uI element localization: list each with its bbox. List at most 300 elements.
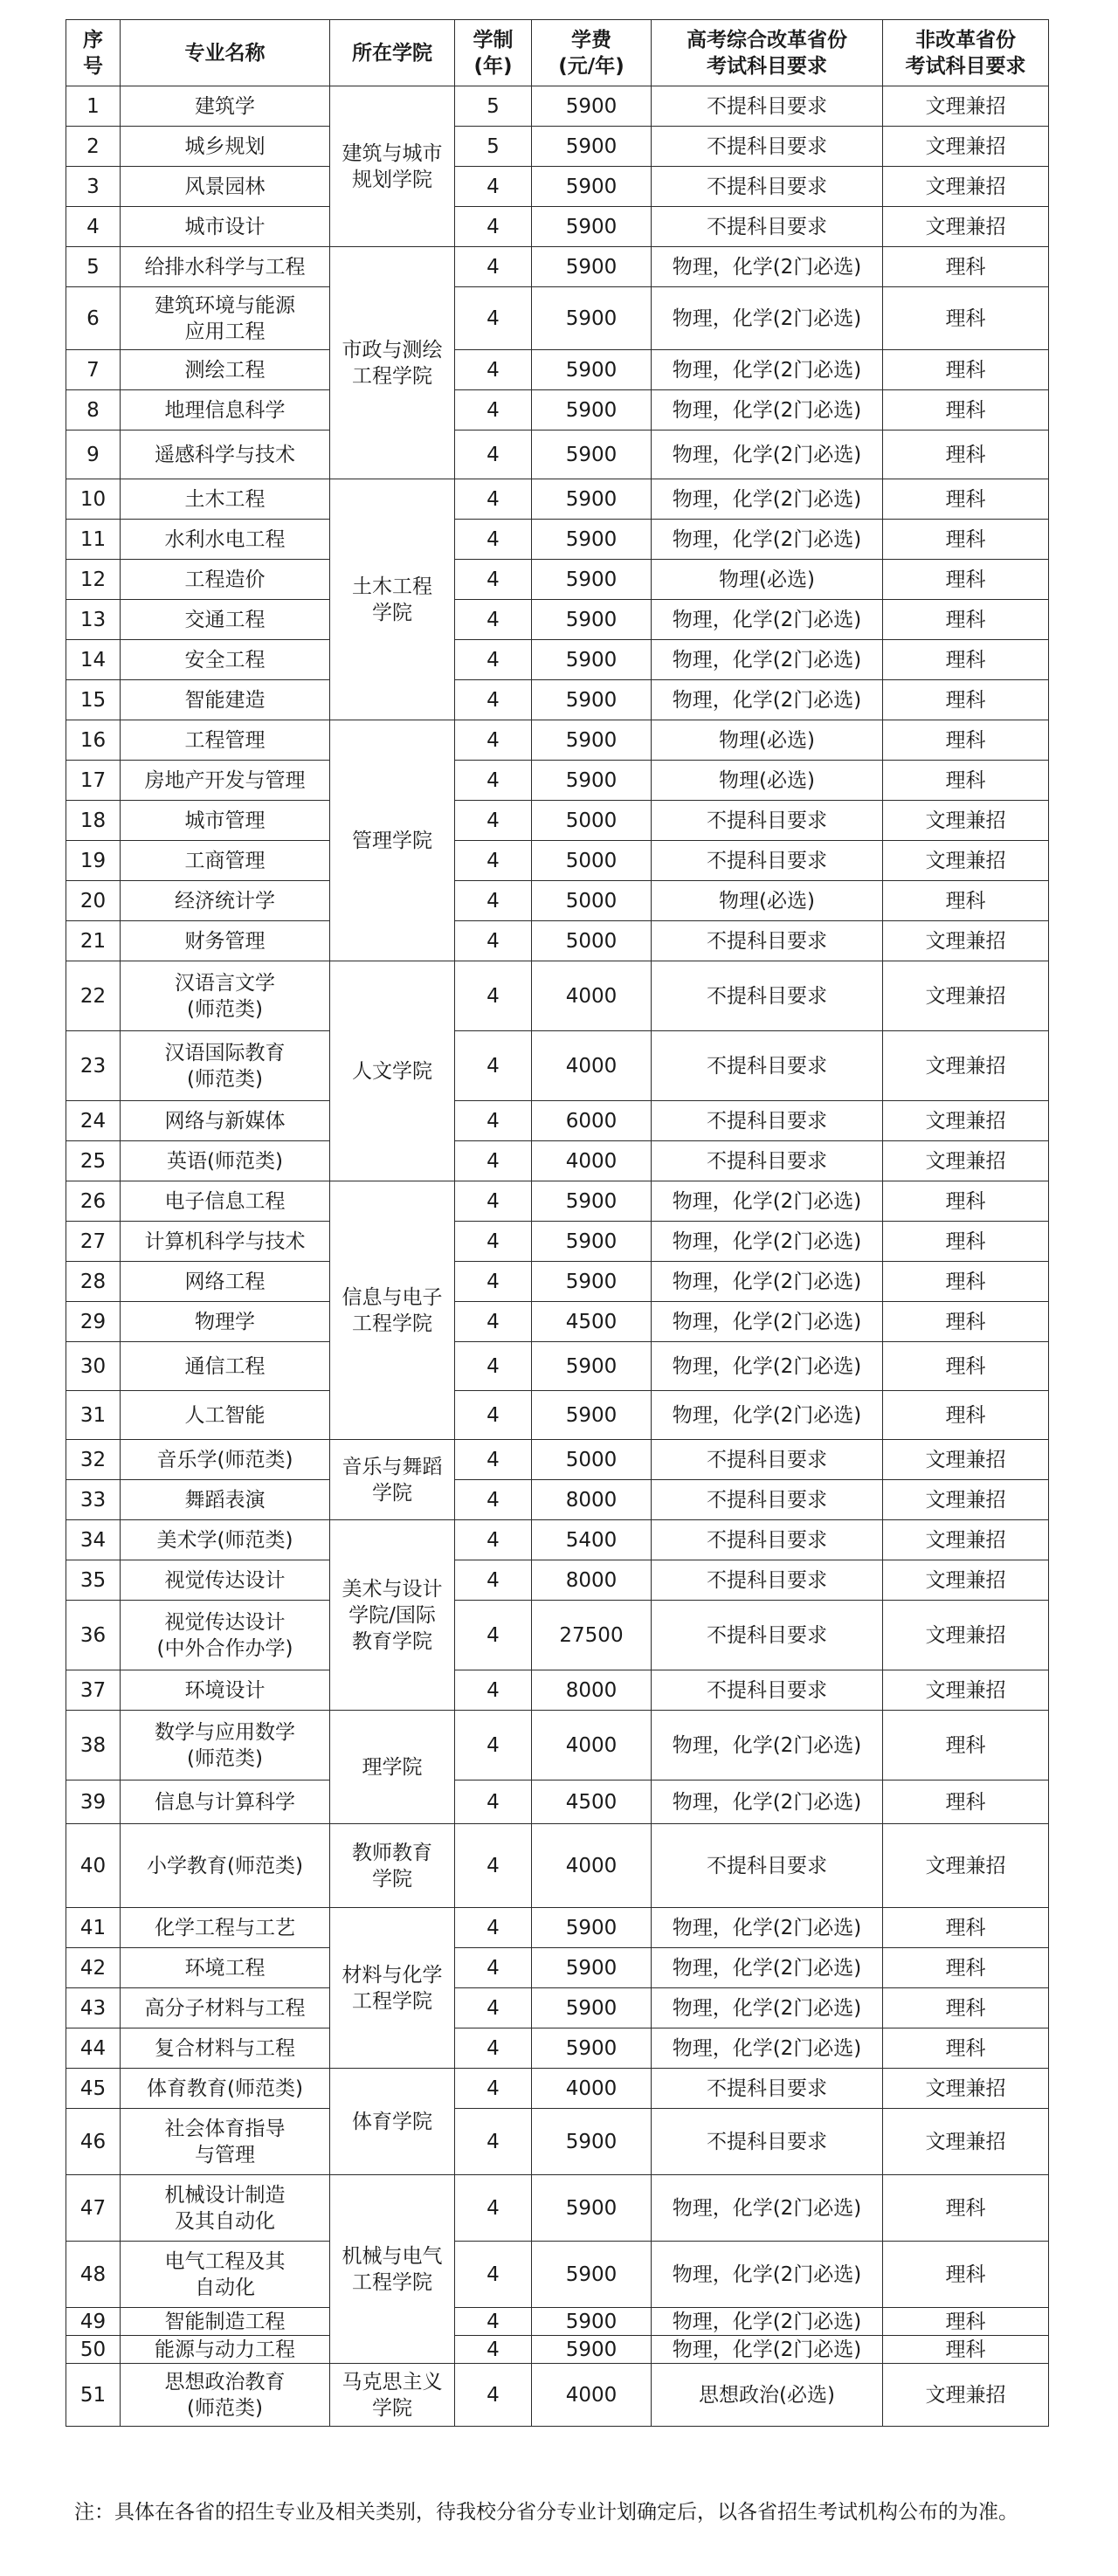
- table-row: [66, 1670, 1049, 1711]
- row-years: 4: [455, 1908, 532, 1948]
- table-row: [66, 2069, 1049, 2109]
- row-fee: 5900: [532, 2336, 652, 2364]
- row-years: 4: [455, 1948, 532, 1988]
- row-years: 4: [455, 720, 532, 761]
- row-major: [121, 560, 330, 600]
- row-nonreform-requirement: 文理兼招: [883, 841, 1049, 881]
- row-seq: 38: [66, 1711, 121, 1780]
- college-name-line: 市政与测绘: [342, 338, 443, 362]
- row-major-line: 工程造价: [184, 568, 266, 591]
- table-row: [66, 430, 1049, 479]
- college-name-line: 信息与电子: [342, 1285, 443, 1309]
- row-major-line: 体育教育(师范类): [147, 2077, 303, 2100]
- row-fee: 5900: [532, 600, 652, 640]
- row-seq: 2: [66, 127, 121, 167]
- row-nonreform-requirement: 理科: [883, 720, 1049, 761]
- row-major-line: 汉语国际教育: [164, 1041, 286, 1064]
- row-seq: 41: [66, 1908, 121, 1948]
- row-major-line: 财务管理: [184, 929, 266, 953]
- row-reform-requirement: 物理，化学(2门必选): [652, 2308, 883, 2336]
- row-reform-requirement: 物理，化学(2门必选): [652, 2175, 883, 2242]
- row-years: 4: [455, 1824, 532, 1908]
- row-fee: 5900: [532, 390, 652, 430]
- row-nonreform-requirement: 理科: [883, 640, 1049, 680]
- row-years: 4: [455, 761, 532, 801]
- college-name-line: 学院: [372, 1867, 412, 1891]
- row-years: 4: [455, 841, 532, 881]
- row-years: 4: [455, 1141, 532, 1181]
- row-seq: 21: [66, 921, 121, 961]
- row-major: [121, 430, 330, 479]
- table-row: [66, 350, 1049, 390]
- row-fee: 5000: [532, 1440, 652, 1480]
- row-years: 4: [455, 520, 532, 560]
- row-major: [121, 207, 330, 247]
- row-major: [121, 1101, 330, 1141]
- row-fee: 4000: [532, 961, 652, 1031]
- row-reform-requirement: 思想政治(必选): [652, 2364, 883, 2427]
- table-row: [66, 1780, 1049, 1824]
- row-fee: 27500: [532, 1601, 652, 1670]
- row-major: [121, 1302, 330, 1342]
- row-major-line: 给排水科学与工程: [144, 255, 306, 279]
- row-nonreform-requirement: 文理兼招: [883, 1031, 1049, 1101]
- row-years: 4: [455, 390, 532, 430]
- row-seq: 43: [66, 1988, 121, 2028]
- table-row: [66, 1222, 1049, 1262]
- row-nonreform-requirement: 理科: [883, 1302, 1049, 1342]
- row-major: [121, 2175, 330, 2242]
- row-fee: 5900: [532, 761, 652, 801]
- row-years: 4: [455, 1262, 532, 1302]
- row-major-line: 小学教育(师范类): [147, 1854, 303, 1877]
- row-major-line: 网络与新媒体: [164, 1109, 286, 1133]
- row-major: [121, 2364, 330, 2427]
- row-reform-requirement: 物理，化学(2门必选): [652, 1908, 883, 1948]
- row-major: [121, 720, 330, 761]
- row-major-line: 交通工程: [184, 608, 266, 631]
- row-nonreform-requirement: 文理兼招: [883, 1141, 1049, 1181]
- table-row: [66, 2308, 1049, 2336]
- row-nonreform-requirement: 理科: [883, 1342, 1049, 1391]
- table-row: [66, 1824, 1049, 1908]
- row-seq: 20: [66, 881, 121, 921]
- row-major-line: 复合材料与工程: [155, 2036, 295, 2060]
- row-seq: 6: [66, 287, 121, 350]
- college-name-line: 机械与电气: [342, 2244, 443, 2268]
- row-major-line: 信息与计算科学: [155, 1790, 295, 1814]
- row-reform-requirement: 不提科目要求: [652, 1560, 883, 1601]
- row-nonreform-requirement: 理科: [883, 479, 1049, 520]
- row-seq: 45: [66, 2069, 121, 2109]
- table-row: [66, 1391, 1049, 1440]
- row-reform-requirement: 物理，化学(2门必选): [652, 2336, 883, 2364]
- row-major-line: 地理信息科学: [164, 398, 286, 422]
- row-major: [121, 2028, 330, 2069]
- row-fee: 5900: [532, 207, 652, 247]
- row-major: [121, 1670, 330, 1711]
- row-seq: 47: [66, 2175, 121, 2242]
- row-major-line: 通信工程: [184, 1354, 266, 1378]
- row-reform-requirement: 物理，化学(2门必选): [652, 1222, 883, 1262]
- row-major-line: (师范类): [187, 1746, 263, 1770]
- row-reform-requirement: 物理，化学(2门必选): [652, 2242, 883, 2308]
- row-nonreform-requirement: 理科: [883, 287, 1049, 350]
- row-fee: 5900: [532, 1988, 652, 2028]
- college-name-line: 学院/国际: [349, 1603, 436, 1627]
- row-nonreform-requirement: 文理兼招: [883, 1560, 1049, 1601]
- row-nonreform-requirement: 理科: [883, 520, 1049, 560]
- table-row: [66, 1342, 1049, 1391]
- row-major: [121, 479, 330, 520]
- row-nonreform-requirement: 文理兼招: [883, 2109, 1049, 2175]
- row-nonreform-requirement: 理科: [883, 2028, 1049, 2069]
- row-years: 4: [455, 2028, 532, 2069]
- row-reform-requirement: 物理(必选): [652, 560, 883, 600]
- row-years: 4: [455, 600, 532, 640]
- row-fee: 5900: [532, 167, 652, 207]
- row-major: [121, 2109, 330, 2175]
- row-major-line: 机械设计制造: [164, 2183, 286, 2207]
- row-seq: 30: [66, 1342, 121, 1391]
- row-years: 4: [455, 167, 532, 207]
- row-major: [121, 167, 330, 207]
- row-years: 4: [455, 2242, 532, 2308]
- table-row: [66, 1181, 1049, 1222]
- row-major-line: 环境工程: [184, 1956, 266, 1980]
- row-nonreform-requirement: 理科: [883, 390, 1049, 430]
- row-college: [330, 1520, 455, 1711]
- row-nonreform-requirement: 理科: [883, 560, 1049, 600]
- college-name-line: 理学院: [362, 1755, 423, 1779]
- row-nonreform-requirement: 文理兼招: [883, 2364, 1049, 2427]
- row-fee: 8000: [532, 1480, 652, 1520]
- row-major-line: 人工智能: [184, 1403, 266, 1427]
- table-row: [66, 2364, 1049, 2427]
- college-name-line: 学院: [372, 2396, 412, 2420]
- row-major-line: 遥感科学与技术: [155, 443, 295, 466]
- row-seq: 46: [66, 2109, 121, 2175]
- row-major-line: 社会体育指导: [164, 2117, 286, 2140]
- row-college: [330, 720, 455, 961]
- row-years: 4: [455, 1480, 532, 1520]
- admission-table: [66, 19, 1049, 2427]
- row-seq: 33: [66, 1480, 121, 1520]
- row-major-line: 自动化: [195, 2276, 255, 2299]
- row-years: 4: [455, 881, 532, 921]
- row-years: 4: [455, 961, 532, 1031]
- row-years: 4: [455, 1560, 532, 1601]
- row-nonreform-requirement: 理科: [883, 350, 1049, 390]
- row-nonreform-requirement: 理科: [883, 2336, 1049, 2364]
- row-nonreform-requirement: 文理兼招: [883, 167, 1049, 207]
- table-row: [66, 1262, 1049, 1302]
- table-row: [66, 1302, 1049, 1342]
- row-fee: 5900: [532, 1262, 652, 1302]
- row-reform-requirement: 不提科目要求: [652, 1824, 883, 1908]
- row-major: [121, 1520, 330, 1560]
- table-row: [66, 1480, 1049, 1520]
- row-seq: 44: [66, 2028, 121, 2069]
- row-major: [121, 961, 330, 1031]
- row-major-line: 与管理: [195, 2143, 255, 2166]
- table-row: [66, 1988, 1049, 2028]
- row-seq: 19: [66, 841, 121, 881]
- row-fee: 5900: [532, 680, 652, 720]
- row-major: [121, 1480, 330, 1520]
- table-row: [66, 127, 1049, 167]
- row-years: 4: [455, 2175, 532, 2242]
- row-fee: 5000: [532, 801, 652, 841]
- row-reform-requirement: 物理，化学(2门必选): [652, 1342, 883, 1391]
- table-row: [66, 680, 1049, 720]
- row-major: [121, 1141, 330, 1181]
- row-major: [121, 520, 330, 560]
- row-reform-requirement: 物理，化学(2门必选): [652, 479, 883, 520]
- row-seq: 9: [66, 430, 121, 479]
- row-years: 5: [455, 86, 532, 127]
- table-row: [66, 1908, 1049, 1948]
- row-years: 4: [455, 560, 532, 600]
- row-seq: 31: [66, 1391, 121, 1440]
- row-seq: 7: [66, 350, 121, 390]
- row-years: 4: [455, 1440, 532, 1480]
- college-name-line: 建筑与城市: [342, 141, 443, 165]
- row-years: 4: [455, 2364, 532, 2427]
- table-row: [66, 2242, 1049, 2308]
- row-major: [121, 881, 330, 921]
- college-name-line: 工程学院: [352, 1312, 432, 1335]
- row-major-line: 电气工程及其: [164, 2249, 286, 2273]
- row-major-line: 及其自动化: [175, 2209, 275, 2233]
- row-major: [121, 1440, 330, 1480]
- college-name-line: 学院: [372, 1481, 412, 1505]
- row-nonreform-requirement: 文理兼招: [883, 1824, 1049, 1908]
- college-name-line: 材料与化学: [342, 1963, 443, 1987]
- row-years: 4: [455, 1601, 532, 1670]
- row-years: 4: [455, 1302, 532, 1342]
- row-fee: 4000: [532, 1141, 652, 1181]
- row-major: [121, 1560, 330, 1601]
- row-major-line: 经济统计学: [175, 889, 275, 913]
- row-years: 4: [455, 1670, 532, 1711]
- row-reform-requirement: 不提科目要求: [652, 1520, 883, 1560]
- row-major-line: 城市设计: [184, 215, 266, 238]
- row-years: 4: [455, 430, 532, 479]
- row-seq: 34: [66, 1520, 121, 1560]
- row-major-line: (师范类): [187, 2396, 263, 2420]
- table-row: [66, 881, 1049, 921]
- row-major-line: 网络工程: [184, 1270, 266, 1293]
- row-major: [121, 1948, 330, 1988]
- row-years: 4: [455, 640, 532, 680]
- row-reform-requirement: 物理，化学(2门必选): [652, 680, 883, 720]
- table-row: [66, 2109, 1049, 2175]
- table-row: [66, 1601, 1049, 1670]
- college-name-line: 土木工程: [352, 575, 432, 598]
- row-fee: 5900: [532, 560, 652, 600]
- row-major: [121, 1780, 330, 1824]
- college-name-line: 工程学院: [352, 364, 432, 388]
- row-reform-requirement: 物理，化学(2门必选): [652, 1262, 883, 1302]
- row-major-line: 水利水电工程: [164, 527, 286, 551]
- table-row: [66, 640, 1049, 680]
- row-fee: 5900: [532, 2242, 652, 2308]
- table-row: [66, 390, 1049, 430]
- row-nonreform-requirement: 文理兼招: [883, 1480, 1049, 1520]
- table-row: [66, 961, 1049, 1031]
- row-nonreform-requirement: 理科: [883, 1262, 1049, 1302]
- row-major: [121, 600, 330, 640]
- row-college: [330, 247, 455, 479]
- row-fee: 5900: [532, 640, 652, 680]
- row-reform-requirement: 物理，化学(2门必选): [652, 390, 883, 430]
- row-seq: 28: [66, 1262, 121, 1302]
- row-reform-requirement: 物理，化学(2门必选): [652, 600, 883, 640]
- row-seq: 14: [66, 640, 121, 680]
- row-fee: 5000: [532, 921, 652, 961]
- row-fee: 5900: [532, 127, 652, 167]
- footnote: 注：具体在各省的招生专业及相关类别，待我校分省分专业计划确定后，以各省招生考试机构公布的为准。: [74, 2501, 1018, 2524]
- row-major: [121, 921, 330, 961]
- row-nonreform-requirement: 文理兼招: [883, 1670, 1049, 1711]
- table-header-row: [66, 20, 1049, 86]
- row-major-line: 智能建造: [184, 688, 266, 712]
- row-fee: 5900: [532, 1908, 652, 1948]
- row-college: [330, 86, 455, 247]
- row-major: [121, 247, 330, 287]
- row-fee: 4000: [532, 2364, 652, 2427]
- row-major: [121, 390, 330, 430]
- row-reform-requirement: 不提科目要求: [652, 961, 883, 1031]
- row-seq: 51: [66, 2364, 121, 2427]
- row-years: 4: [455, 2069, 532, 2109]
- table-row: [66, 841, 1049, 881]
- row-reform-requirement: 物理，化学(2门必选): [652, 1988, 883, 2028]
- row-major: [121, 1342, 330, 1391]
- row-major-line: 化学工程与工艺: [155, 1916, 295, 1939]
- table-row: [66, 2336, 1049, 2364]
- row-fee: 5900: [532, 1181, 652, 1222]
- row-fee: 5900: [532, 520, 652, 560]
- row-major: [121, 1988, 330, 2028]
- row-years: 4: [455, 479, 532, 520]
- row-major: [121, 841, 330, 881]
- row-nonreform-requirement: 理科: [883, 430, 1049, 479]
- row-nonreform-requirement: 文理兼招: [883, 86, 1049, 127]
- row-nonreform-requirement: 理科: [883, 247, 1049, 287]
- row-nonreform-requirement: 理科: [883, 680, 1049, 720]
- row-seq: 18: [66, 801, 121, 841]
- row-fee: 8000: [532, 1670, 652, 1711]
- table-row: [66, 1520, 1049, 1560]
- row-major: [121, 640, 330, 680]
- header-fee: 学费 (元/年): [532, 20, 652, 86]
- row-college: [330, 1824, 455, 1908]
- table-row: [66, 1101, 1049, 1141]
- table-row: [66, 247, 1049, 287]
- row-major-line: 视觉传达设计: [164, 1568, 286, 1592]
- row-seq: 10: [66, 479, 121, 520]
- row-years: 4: [455, 921, 532, 961]
- row-reform-requirement: 物理，化学(2门必选): [652, 2028, 883, 2069]
- row-college: [330, 479, 455, 720]
- row-college: [330, 1908, 455, 2069]
- row-seq: 37: [66, 1670, 121, 1711]
- college-name-line: 工程学院: [352, 2270, 432, 2294]
- row-nonreform-requirement: 理科: [883, 1181, 1049, 1222]
- table-row: [66, 2028, 1049, 2069]
- row-major-line: (师范类): [187, 997, 263, 1021]
- table-row: [66, 207, 1049, 247]
- row-major-line: 数学与应用数学: [155, 1720, 295, 1744]
- row-nonreform-requirement: 理科: [883, 761, 1049, 801]
- row-fee: 8000: [532, 1560, 652, 1601]
- row-major: [121, 761, 330, 801]
- table-row: [66, 921, 1049, 961]
- college-name-line: 教育学院: [352, 1629, 432, 1653]
- row-seq: 48: [66, 2242, 121, 2308]
- header-nonreform-requirement: 非改革省份 考试科目要求: [883, 20, 1049, 86]
- college-name-line: 规划学院: [352, 168, 432, 191]
- row-major: [121, 1711, 330, 1780]
- row-nonreform-requirement: 文理兼招: [883, 207, 1049, 247]
- row-major: [121, 801, 330, 841]
- row-fee: 5900: [532, 247, 652, 287]
- row-nonreform-requirement: 理科: [883, 600, 1049, 640]
- table-body: [66, 86, 1049, 2427]
- row-reform-requirement: 不提科目要求: [652, 207, 883, 247]
- row-years: 4: [455, 247, 532, 287]
- row-years: 4: [455, 801, 532, 841]
- row-reform-requirement: 物理，化学(2门必选): [652, 1391, 883, 1440]
- row-major-line: 土木工程: [184, 487, 266, 511]
- row-major-line: 环境设计: [184, 1678, 266, 1702]
- row-reform-requirement: 物理(必选): [652, 761, 883, 801]
- row-years: 4: [455, 1342, 532, 1391]
- row-major: [121, 86, 330, 127]
- row-years: 4: [455, 680, 532, 720]
- row-seq: 49: [66, 2308, 121, 2336]
- row-major-line: 建筑学: [195, 94, 255, 118]
- college-name-line: 工程学院: [352, 1989, 432, 2013]
- table-row: [66, 1948, 1049, 1988]
- row-nonreform-requirement: 文理兼招: [883, 1440, 1049, 1480]
- row-nonreform-requirement: 理科: [883, 1948, 1049, 1988]
- row-reform-requirement: 不提科目要求: [652, 1101, 883, 1141]
- table-row: [66, 287, 1049, 350]
- row-major-line: 思想政治教育: [164, 2370, 286, 2393]
- row-major: [121, 2336, 330, 2364]
- row-major-line: 城市管理: [184, 809, 266, 832]
- row-major-line: 音乐学(师范类): [156, 1448, 293, 1471]
- row-reform-requirement: 不提科目要求: [652, 127, 883, 167]
- row-seq: 17: [66, 761, 121, 801]
- row-reform-requirement: 不提科目要求: [652, 1141, 883, 1181]
- row-years: 4: [455, 350, 532, 390]
- college-name-line: 音乐与舞蹈: [342, 1455, 443, 1478]
- row-major-line: 计算机科学与技术: [144, 1229, 306, 1253]
- row-years: 4: [455, 1711, 532, 1780]
- row-major-line: 建筑环境与能源: [155, 293, 295, 317]
- row-reform-requirement: 物理，化学(2门必选): [652, 247, 883, 287]
- row-years: 4: [455, 1222, 532, 1262]
- row-reform-requirement: 不提科目要求: [652, 1440, 883, 1480]
- row-nonreform-requirement: 理科: [883, 881, 1049, 921]
- row-college: [330, 961, 455, 1181]
- row-fee: 5900: [532, 1222, 652, 1262]
- row-reform-requirement: 不提科目要求: [652, 2109, 883, 2175]
